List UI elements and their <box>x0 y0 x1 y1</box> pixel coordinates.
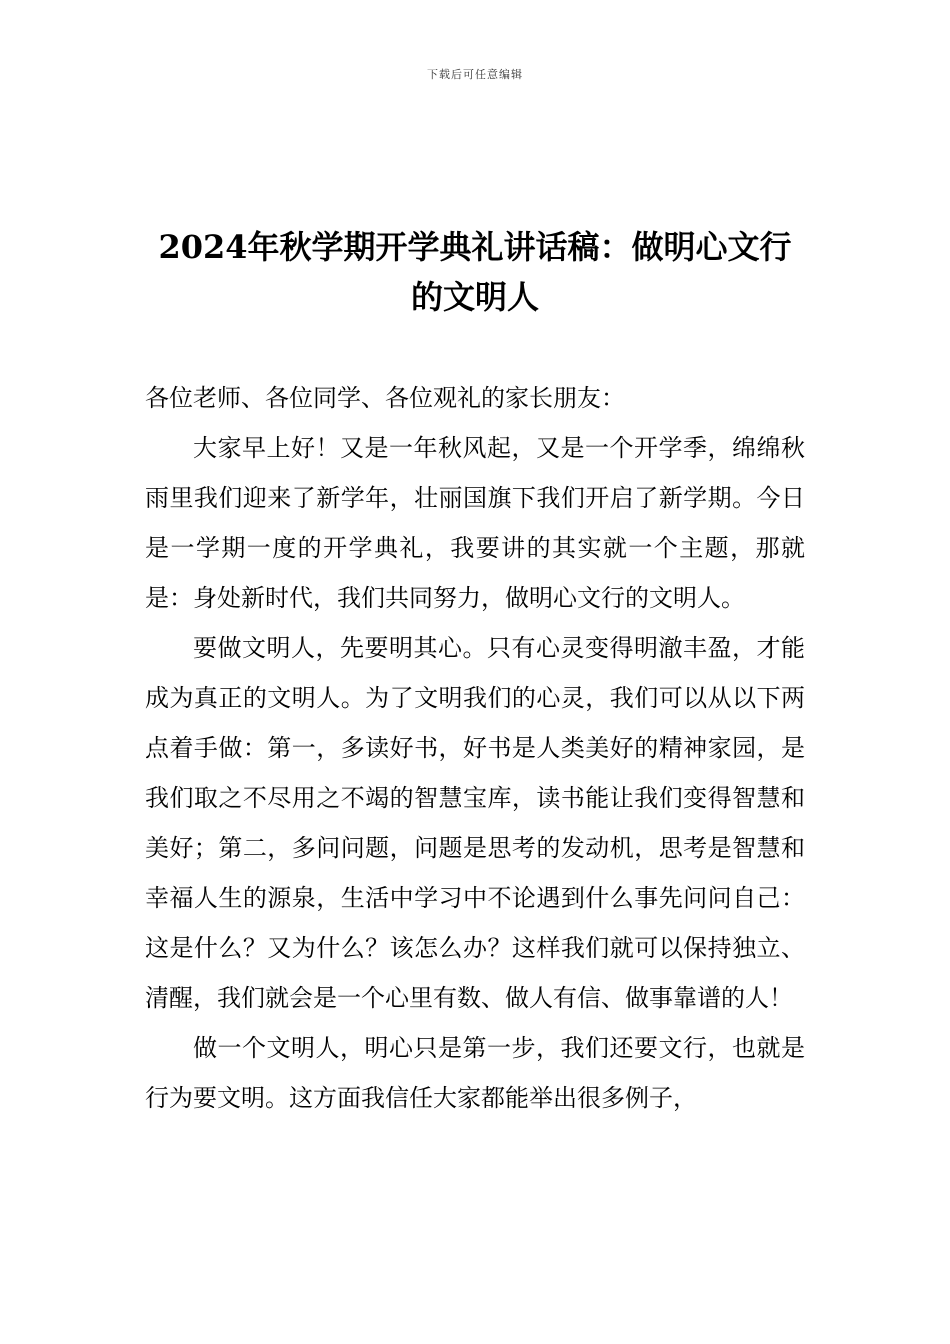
paragraph: 大家早上好！又是一年秋风起，又是一个开学季，绵绵秋雨里我们迎来了新学年，壮丽国旗下我们开启了新学期。今日是一学期一度的开学典礼，我要讲的其实就一个主题，那就是：身处新时代，我们共同努力，做明心文行的文明人。 <box>145 434 805 612</box>
paragraph: 要做文明人，先要明其心。只有心灵变得明澈丰盈，才能成为真正的文明人。为了文明我们的心灵，我们可以从以下两点着手做：第一，多读好书，好书是人类美好的精神家园，是我们取之不尽用之不竭的智慧宝库，读书能让我们变得智慧和美好；第二，多问问题，问题是思考的发动机，思考是智慧和幸福人生的源泉，生活中学习中不论遇到什么事先问问自己：这是什么？又为什么？该怎么办？这样我们就可以保持独立、清醒，我们就会是一个心里有数、做人有信、做事靠谱的人！ <box>145 634 805 1012</box>
header-note: 下载后可任意编辑 <box>427 68 523 81</box>
salutation: 各位老师、各位同学、各位观礼的家长朋友： <box>145 384 625 412</box>
document-title: 2024年秋学期开学典礼讲话稿：做明心文行的文明人 <box>158 228 792 316</box>
document-body <box>145 373 805 1123</box>
paragraph: 做一个文明人，明心只是第一步，我们还要文行，也就是行为要文明。这方面我信任大家都能举出很多例子， <box>145 1034 805 1112</box>
